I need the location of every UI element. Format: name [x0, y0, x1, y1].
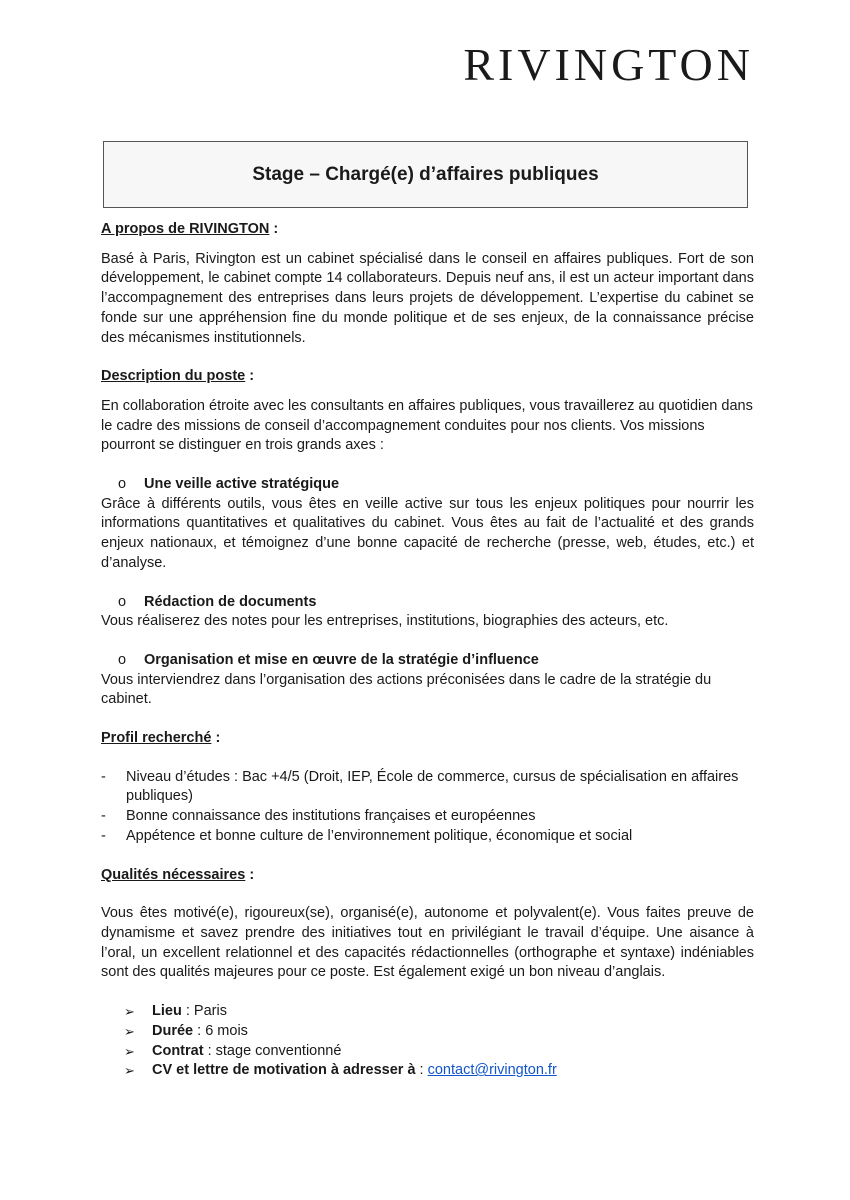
description-intro: En collaboration étroite avec les consultants en affaires publiques, vous travaillerez au quotidien dans le cadre des missions de conseil d’accompagnement conduites pour nos clients. Vos missions pourront se distinguer en trois grands axes : [101, 397, 753, 454]
dash-bullet: - [101, 827, 106, 844]
contact-email-link[interactable]: contact@rivington.fr [427, 1062, 557, 1079]
list-item: ➢ Contrat : stage conventionné [124, 1042, 754, 1062]
list-item: - Appétence et bonne culture de l’environnement politique, économique et social [101, 827, 754, 847]
arrow-bullet-icon: ➢ [124, 1004, 135, 1020]
axis-title: o Rédaction de documents [101, 593, 754, 613]
dash-bullet: - [101, 808, 106, 825]
description-heading: Description du poste : [101, 368, 255, 385]
list-item: ➢ CV et lettre de motivation à adresser à : contact@rivington.fr [124, 1061, 754, 1081]
dash-bullet: - [101, 768, 106, 785]
axis-title: o Organisation et mise en œuvre de la stratégie d’influence [101, 651, 754, 671]
axis-text: Grâce à différents outils, vous êtes en veille active sur tous les enjeux politiques pour nourrir les informations quantitatives et qualitatives du cabinet. Vous êtes au fait de l’actualité et des grands enjeux nationaux, et témoignez d’une bonne capacité de recherche (presse, web, études, etc.) et d’analyse. [101, 495, 754, 571]
about-text: Basé à Paris, Rivington est un cabinet spécialisé dans le conseil en affaires publiques. Fort de son développement, le cabinet compte 14 collaborateurs. Depuis neuf ans, il est un acteur important dans l’accompagnement des entreprises dans leurs projets de développement. L’expertise du cabinet se fonde sur une appréhension fine du monde politique et de ses enjeux, de la connaissance précise des mécanismes institutionnels. [101, 250, 754, 346]
list-item: ➢ Durée : 6 mois [124, 1022, 754, 1042]
document-body [101, 220, 754, 1081]
arrow-bullet-icon: ➢ [124, 1023, 135, 1039]
company-logo: RIVINGTON [463, 39, 754, 90]
axis-text: Vous interviendrez dans l’organisation des actions préconisées dans le cadre de la stratégie du cabinet. [101, 671, 712, 708]
list-item: ➢ Lieu : Paris [124, 1002, 754, 1022]
title-box [103, 141, 748, 208]
page-title: Stage – Chargé(e) d’affaires publiques [252, 163, 599, 185]
circle-bullet-icon: o [118, 651, 127, 668]
details-list [101, 1002, 754, 1081]
arrow-bullet-icon: ➢ [124, 1063, 135, 1079]
profile-heading: Profil recherché : [101, 730, 221, 747]
qualities-heading: Qualités nécessaires : [101, 866, 255, 883]
list-item: - Bonne connaissance des institutions françaises et européennes [101, 807, 754, 827]
axis-title: o Une veille active stratégique [101, 475, 754, 495]
qualities-text: Vous êtes motivé(e), rigoureux(se), organisé(e), autonome et polyvalent(e). Vous faites preuve de dynamisme et savez prendre des initiatives tout en privilégiant le travail d’équipe. Une aisance à l’oral, un excellent relationnel et des capacités rédactionnelles (orthographe et syntaxe) indéniables sont des qualités majeures pour ce poste. Est également exigé un bon niveau d’anglais. [101, 905, 754, 981]
list-item: - Niveau d’études : Bac +4/5 (Droit, IEP, École de commerce, cursus de spécialisation en affaires publiques) [101, 768, 754, 807]
circle-bullet-icon: o [118, 593, 127, 610]
arrow-bullet-icon: ➢ [124, 1043, 135, 1059]
circle-bullet-icon: o [118, 476, 127, 493]
axis-text: Vous réaliserez des notes pour les entreprises, institutions, biographies des acteurs, etc. [101, 613, 669, 630]
about-heading: A propos de RIVINGTON : [101, 221, 279, 237]
